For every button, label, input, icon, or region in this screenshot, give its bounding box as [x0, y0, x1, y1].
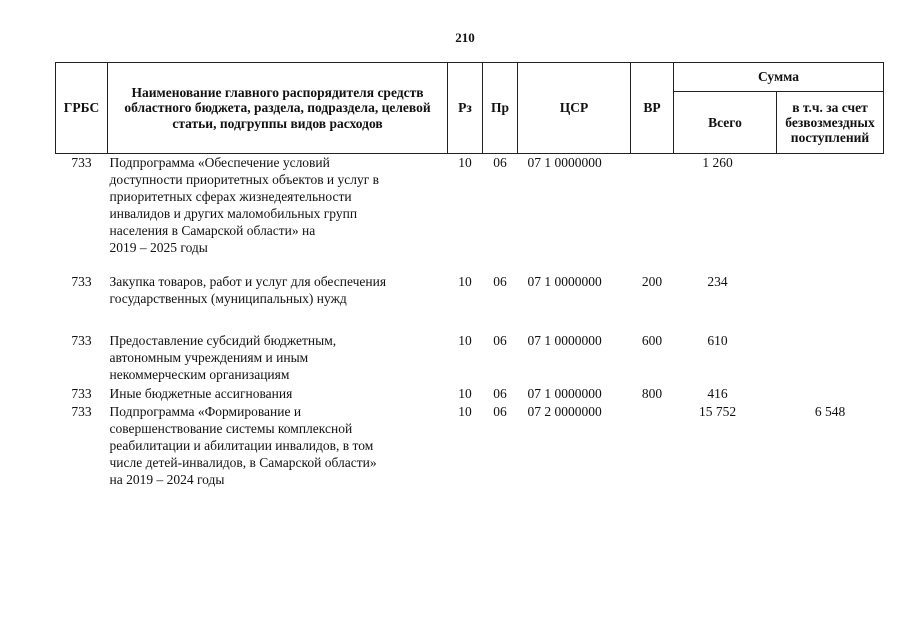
cell-csr: 07 1 0000000 [527, 274, 602, 289]
cell-csr: 07 2 0000000 [527, 404, 602, 419]
cell-pr: 06 [493, 404, 507, 419]
table-row [56, 273, 884, 332]
name-line: Подпрограмма «Обеспечение условий [109, 155, 330, 170]
table-row [56, 154, 884, 274]
cell-name [108, 385, 448, 403]
name-line: совершенствование системы комплексной [109, 421, 353, 436]
header-csr: ЦСР [518, 63, 631, 154]
cell-grbs: 733 [71, 155, 92, 170]
name-line: Закупка товаров, работ и услуг для обеспечения [109, 274, 387, 289]
cell-rz: 10 [458, 333, 472, 348]
cell-rz: 10 [458, 274, 472, 289]
cell-name [108, 154, 448, 274]
cell-total: 610 [707, 333, 728, 348]
table-body [56, 154, 884, 489]
cell-vr: 600 [641, 333, 663, 348]
cell-csr: 07 1 0000000 [527, 386, 602, 401]
name-line: некоммерческим организациям [109, 367, 290, 382]
cell-total: 15 752 [698, 404, 737, 419]
table-row [56, 332, 884, 385]
table-header [56, 63, 884, 154]
header-rz: Рз [448, 63, 483, 154]
name-line: числе детей-инвалидов, в Самарской области» [109, 455, 377, 470]
cell-total: 416 [707, 386, 728, 401]
header-pr: Пр [483, 63, 518, 154]
name-line: населения в Самарской области» на [109, 223, 316, 238]
cell-vr [631, 154, 674, 274]
header-free: в т.ч. за счет безвозмездных поступлений [777, 92, 884, 154]
name-line: Подпрограмма «Формирование и [109, 404, 302, 419]
cell-pr: 06 [493, 155, 507, 170]
cell-name [108, 273, 448, 332]
name-line: Иные бюджетные ассигнования [109, 386, 293, 401]
cell-name [108, 332, 448, 385]
cell-rz: 10 [458, 404, 472, 419]
name-line: автономным учреждениям и иным [109, 350, 309, 365]
header-sum: Сумма [674, 63, 884, 92]
header-vr: ВР [631, 63, 674, 154]
header-grbs: ГРБС [56, 63, 108, 154]
cell-csr: 07 1 0000000 [527, 333, 602, 348]
cell-grbs: 733 [71, 333, 92, 348]
header-name: Наименование главного распорядителя средств областного бюджета, раздела, подраздела, целевой статьи, подгруппы видов расходов [108, 63, 448, 154]
cell-free [777, 385, 884, 403]
name-line: на 2019 – 2024 годы [109, 472, 225, 487]
page-number: 210 [455, 30, 475, 45]
cell-name [108, 403, 448, 488]
cell-grbs: 733 [71, 386, 92, 401]
cell-vr [631, 403, 674, 488]
cell-free [777, 154, 884, 274]
cell-rz: 10 [458, 386, 472, 401]
name-line: доступности приоритетных объектов и услуг в [109, 172, 380, 187]
name-line: Предоставление субсидий бюджетным, [109, 333, 337, 348]
cell-rz: 10 [458, 155, 472, 170]
cell-vr: 200 [641, 274, 663, 289]
cell-grbs: 733 [71, 404, 92, 419]
name-line: 2019 – 2025 годы [109, 240, 208, 255]
cell-pr: 06 [493, 333, 507, 348]
cell-free [777, 273, 884, 332]
table-row [56, 385, 884, 403]
name-line: государственных (муниципальных) нужд [109, 291, 347, 306]
cell-csr: 07 1 0000000 [527, 155, 602, 170]
cell-free [777, 332, 884, 385]
name-line: приоритетных сферах жизнедеятельности [109, 189, 352, 204]
name-line: инвалидов и других маломобильных групп [109, 206, 358, 221]
header-total: Всего [674, 92, 777, 154]
cell-total: 234 [707, 274, 728, 289]
cell-grbs: 733 [71, 274, 92, 289]
table-row [56, 403, 884, 488]
cell-free: 6 548 [814, 404, 846, 419]
budget-table [55, 62, 884, 488]
cell-pr: 06 [493, 386, 507, 401]
cell-pr: 06 [493, 274, 507, 289]
name-line: реабилитации и абилитации инвалидов, в том [109, 438, 374, 453]
cell-total: 1 260 [702, 155, 733, 170]
cell-vr: 800 [641, 386, 663, 401]
